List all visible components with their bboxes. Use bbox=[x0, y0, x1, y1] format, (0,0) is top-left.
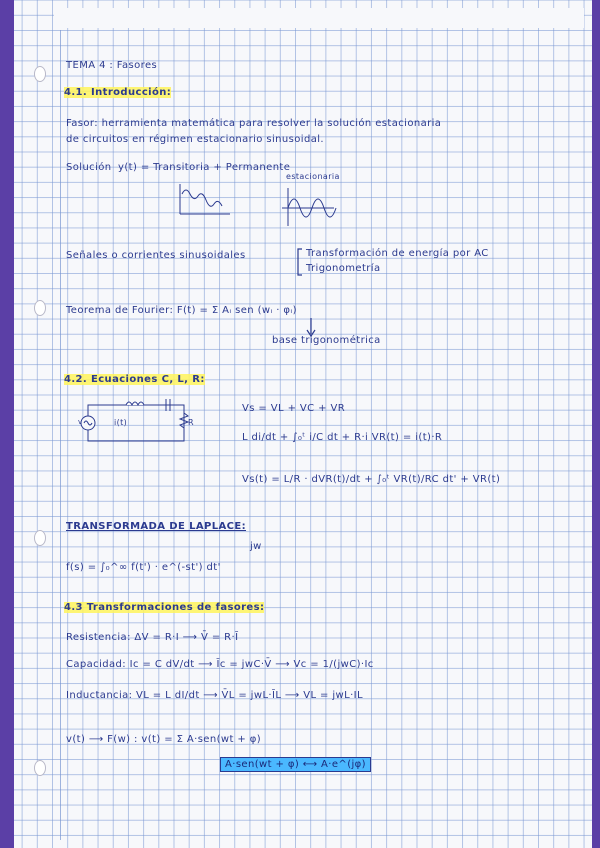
brace-item-2: Trigonometría bbox=[306, 263, 381, 274]
section-title-transformaciones: 4.3 Transformaciones de fasores: bbox=[64, 602, 265, 613]
section-title-ecuaciones: 4.2. Ecuaciones C, L, R: bbox=[64, 374, 205, 385]
intro-line-2: de circuitos en régimen estacionario sinusoidal. bbox=[66, 134, 324, 145]
solucion-note: estacionaria bbox=[286, 172, 340, 181]
base-note: base trigonométrica bbox=[272, 335, 381, 346]
solucion-equation: y(t) = Transitoria + Permanente bbox=[118, 162, 291, 173]
binder-hole bbox=[34, 300, 46, 316]
phasor-boxed-result: A·sen(wt + φ) ⟷ A·e^(jφ) bbox=[220, 757, 371, 772]
notebook-page bbox=[14, 0, 592, 848]
brace-item-1: Transformación de energía por AC bbox=[306, 248, 489, 259]
laplace-side-note: jw bbox=[250, 541, 262, 552]
inductancia-line: Inductancia: VL = L dI/dt ⟶ V̄L = jwL·ĪL ⟶ VL = jwL·IL bbox=[66, 690, 363, 701]
vs-equation: Vs(t) = L/R · dVR(t)/dt + ∫₀ᵗ VR(t)/RC dt' + VR(t) bbox=[242, 474, 501, 485]
section-title-intro: 4.1. Introducción: bbox=[64, 87, 172, 98]
senales-text: Señales o corrientes sinusoidales bbox=[66, 250, 246, 261]
laplace-equation: f(s) = ∫₀^∞ f(t') · e^(-st') dt' bbox=[66, 562, 221, 573]
steady-state-sketch bbox=[278, 188, 338, 228]
page-header-strip bbox=[54, 8, 584, 28]
kvl-equation: Vs = VL + VC + VR bbox=[242, 403, 346, 414]
laplace-title: TRANSFORMADA DE LAPLACE: bbox=[66, 521, 247, 532]
binder-hole bbox=[34, 66, 46, 82]
resistencia-line: Resistencia: ΔV = R·I ⟶ V̄ = R·Ī bbox=[66, 632, 239, 643]
rlc-circuit-diagram bbox=[74, 395, 194, 447]
solucion-label: Solución bbox=[66, 162, 112, 173]
binder-hole bbox=[34, 530, 46, 546]
circuit-resistor-label: R bbox=[188, 418, 194, 427]
circuit-source-label: v bbox=[78, 418, 83, 426]
binder-hole bbox=[34, 760, 46, 776]
intro-line-1: Fasor: herramienta matemática para resolver la solución estacionaria bbox=[66, 118, 442, 129]
margin-line bbox=[60, 30, 61, 840]
differential-equation: L di/dt + ∫₀ᵗ i/C dt + R·i VR(t) = i(t)·R bbox=[242, 432, 443, 443]
capacidad-line: Capacidad: Ic = C dV/dt ⟶ Īc = jwC·V̄ ⟶ Vc = 1/(jwC)·Ic bbox=[66, 659, 374, 670]
tema-heading: TEMA 4 : Fasores bbox=[66, 60, 158, 71]
vt-line: v(t) ⟶ F(w) : v(t) = Σ A·sen(wt + φ) bbox=[66, 734, 262, 745]
brace-icon bbox=[296, 248, 304, 276]
transient-sketch bbox=[174, 182, 234, 222]
teorema-fourier: Teorema de Fourier: F(t) = Σ Aᵢ sen (wᵢ · φᵢ) bbox=[66, 305, 297, 316]
circuit-current-label: i(t) bbox=[114, 418, 128, 427]
